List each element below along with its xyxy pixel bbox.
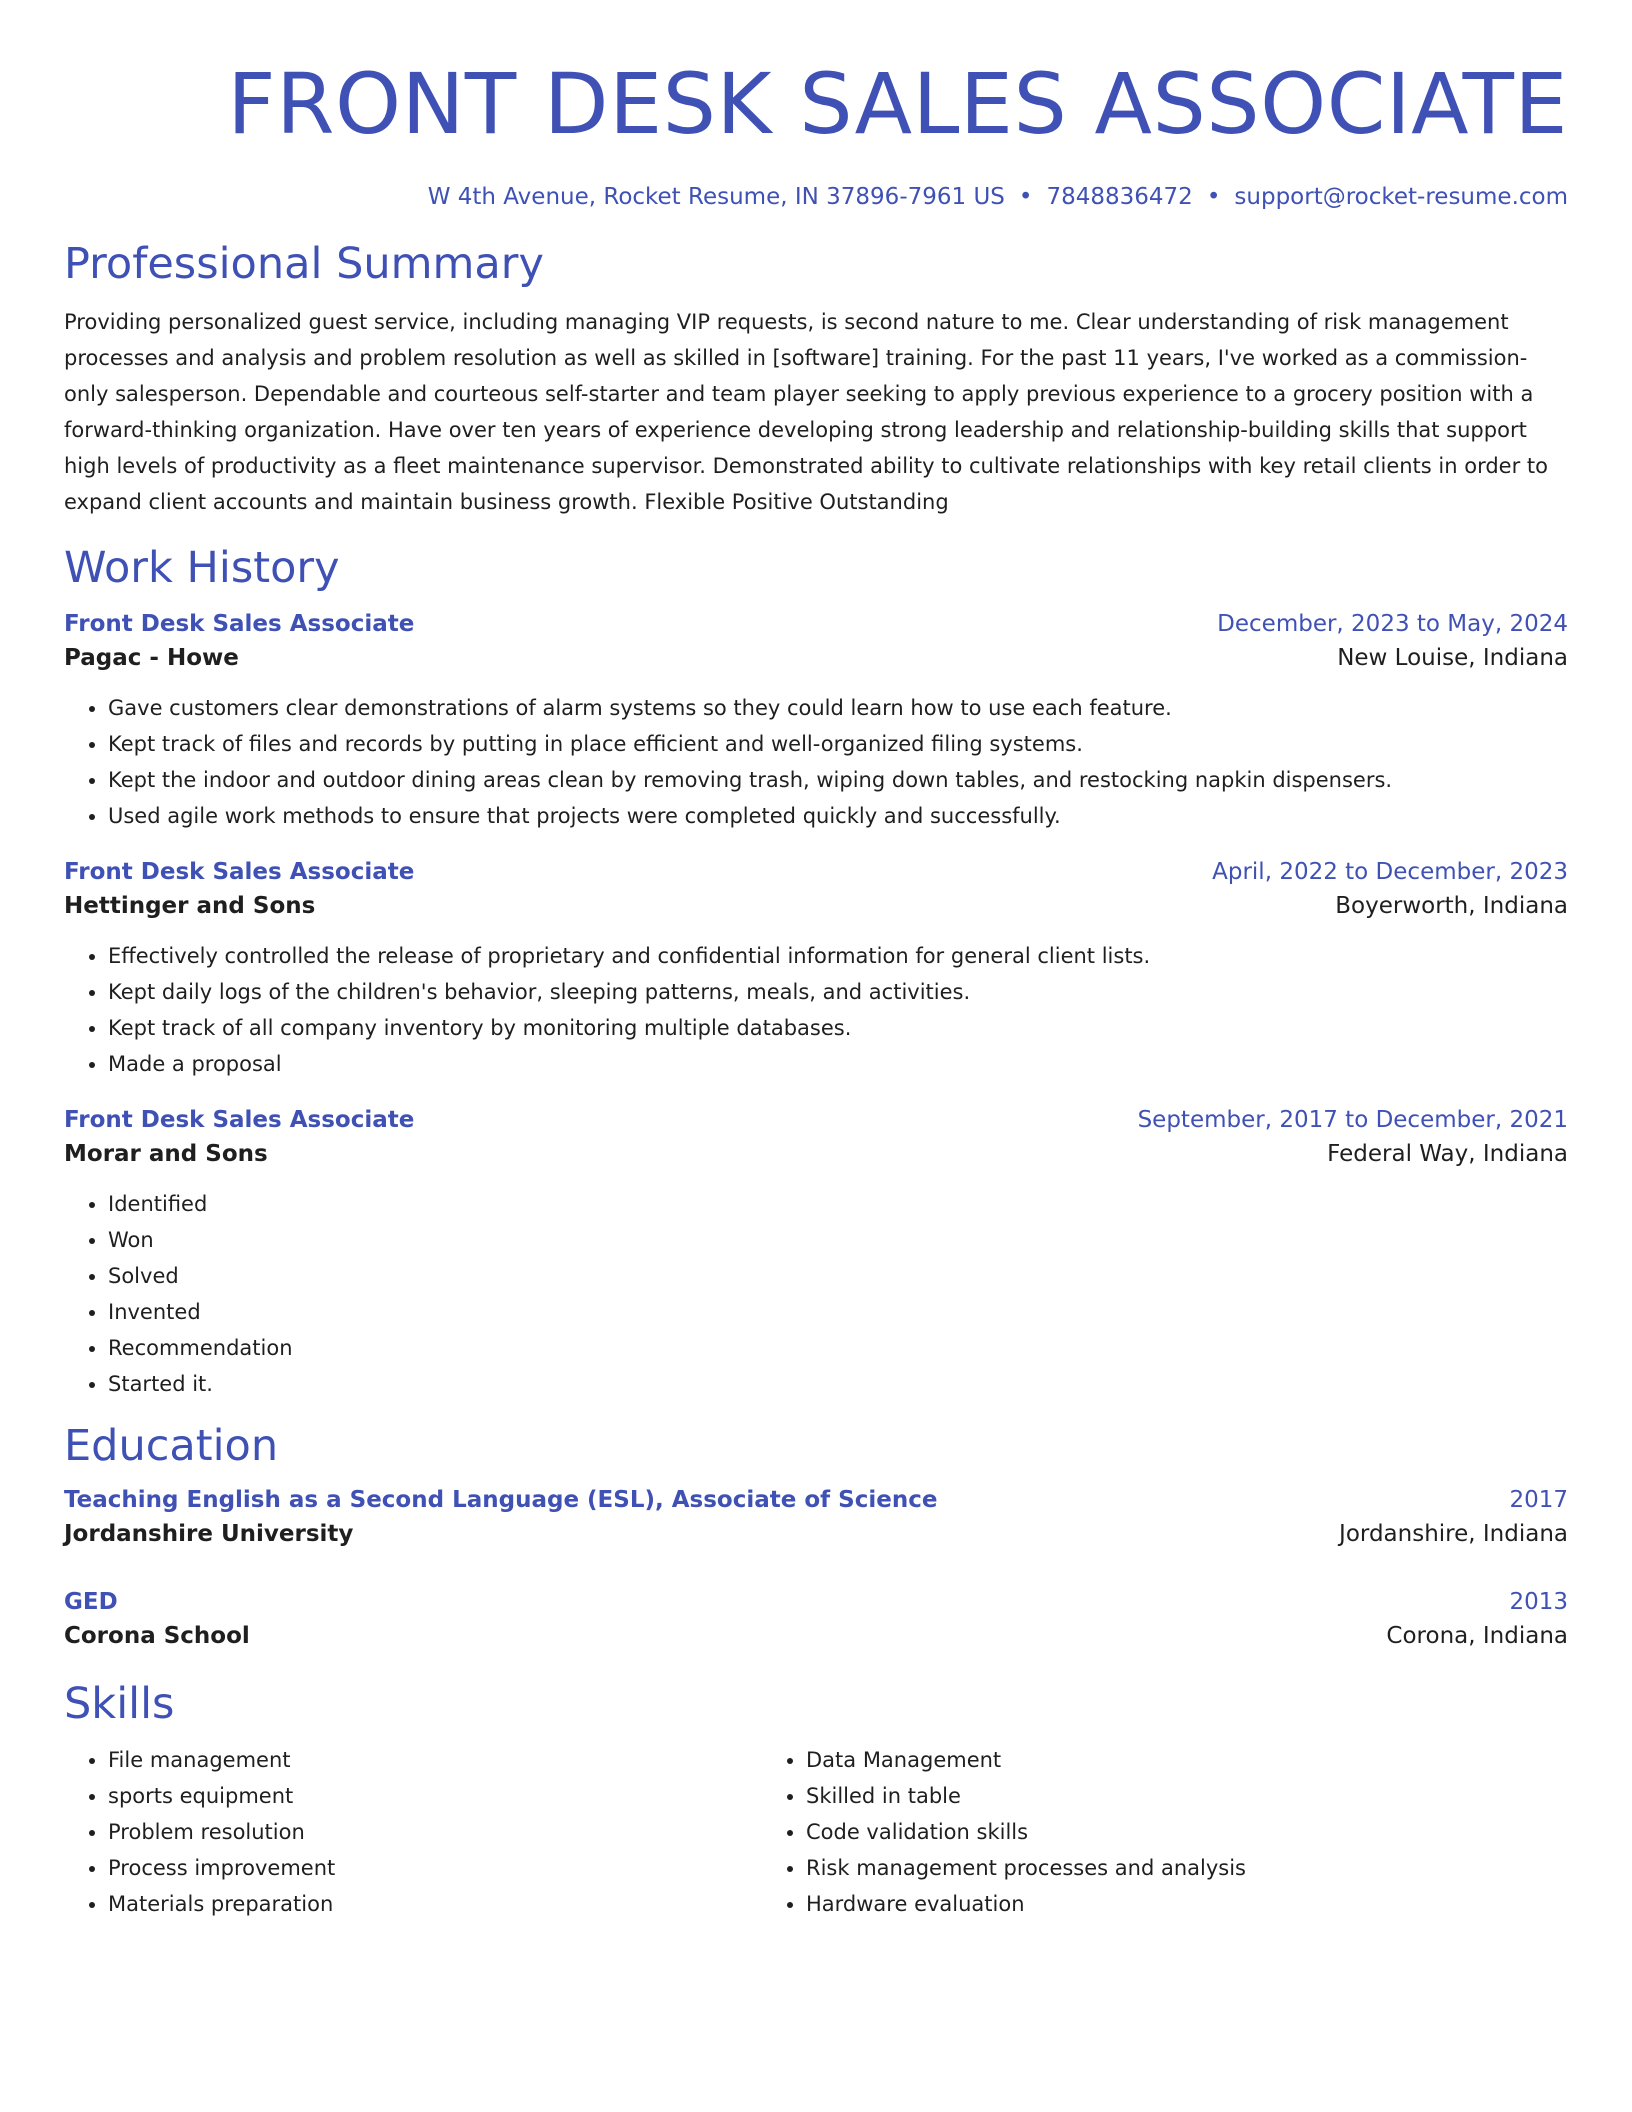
education-entry xyxy=(64,1586,1568,1654)
company-name: Pagac - Howe xyxy=(64,645,239,671)
resume-header xyxy=(64,55,1568,212)
skill-item: • Problem resolution xyxy=(108,1814,762,1850)
skill-item: • Process improvement xyxy=(108,1850,762,1886)
job-location: Federal Way, Indiana xyxy=(1327,1141,1568,1167)
email-link[interactable]: support@rocket-resume.com xyxy=(1234,184,1568,210)
skills-columns xyxy=(64,1742,1568,1922)
skill-item: • Risk management processes and analysis xyxy=(806,1850,1502,1886)
list-item: • Solved xyxy=(108,1258,1568,1294)
job-dates: April, 2022 to December, 2023 xyxy=(1212,859,1568,885)
section-title-education: Education xyxy=(64,1421,279,1471)
section-title-work-history: Work History xyxy=(64,543,340,593)
skill-item: • File management xyxy=(108,1742,762,1778)
job-duties-list xyxy=(64,938,1568,1082)
job-duties-list xyxy=(64,1186,1568,1402)
graduation-year: 2013 xyxy=(1509,1589,1568,1615)
education-section xyxy=(64,1420,1568,1654)
skill-item: • Code validation skills xyxy=(806,1814,1502,1850)
company-name: Hettinger and Sons xyxy=(64,893,316,919)
summary-text: Providing personalized guest service, including managing VIP requests, is second nature to me. Clear understanding of risk management processes and analysis and problem resolution as well as skilled in [software] training. For the past 11 years, I've worked as a commission-only salesperson. Dependable and courteous self-starter and team player seeking to apply previous experience to a grocery position with a forward-thinking organization. Have over ten years of experience developing strong leadership and relationship-building skills that support high levels of productivity as a fleet maintenance supervisor. Demonstrated ability to cultivate relationships with key retail clients in order to expand client accounts and maintain business growth. Flexible Positive Outstanding xyxy=(64,310,1548,514)
job-dates: December, 2023 to May, 2024 xyxy=(1217,611,1568,637)
address-text: W 4th Avenue, Rocket Resume, IN 37896-7961 US xyxy=(427,184,1005,210)
summary-section xyxy=(64,238,1568,520)
job-title: Front Desk Sales Associate xyxy=(64,859,415,885)
candidate-name: FRONT DESK SALES ASSOCIATE xyxy=(227,55,1568,153)
skill-item: • Hardware evaluation xyxy=(806,1886,1502,1922)
degree-title: GED xyxy=(64,1589,118,1615)
separator-dot: • xyxy=(1018,184,1033,210)
section-title-summary: Professional Summary xyxy=(64,239,544,289)
company-name: Morar and Sons xyxy=(64,1141,268,1167)
list-item: • Effectively controlled the release of proprietary and confidential information for general client lists. xyxy=(108,938,1568,974)
job-title: Front Desk Sales Associate xyxy=(64,1107,415,1133)
job-dates: September, 2017 to December, 2021 xyxy=(1137,1107,1568,1133)
skill-item: • Data Management xyxy=(806,1742,1502,1778)
degree-title: Teaching English as a Second Language (ESL), Associate of Science xyxy=(64,1487,938,1513)
job-entry xyxy=(64,608,1568,834)
job-duties-list xyxy=(64,690,1568,834)
job-entry xyxy=(64,856,1568,1082)
resume-page xyxy=(64,0,1568,1922)
list-item: • Kept track of files and records by putting in place efficient and well-organized filing systems. xyxy=(108,726,1568,762)
contact-line xyxy=(64,182,1568,212)
list-item: • Kept track of all company inventory by monitoring multiple databases. xyxy=(108,1010,1568,1046)
job-entry xyxy=(64,1104,1568,1402)
job-title: Front Desk Sales Associate xyxy=(64,611,415,637)
skill-item: • Materials preparation xyxy=(108,1886,762,1922)
skills-list-right xyxy=(762,1742,1502,1922)
skill-item: • sports equipment xyxy=(108,1778,762,1814)
education-entry xyxy=(64,1484,1568,1552)
skill-item: • Skilled in table xyxy=(806,1778,1502,1814)
list-item: • Kept daily logs of the children's behavior, sleeping patterns, meals, and activities. xyxy=(108,974,1568,1010)
list-item: • Made a proposal xyxy=(108,1046,1568,1082)
skills-section xyxy=(64,1678,1568,1922)
job-location: New Louise, Indiana xyxy=(1337,645,1568,671)
school-name: Jordanshire University xyxy=(64,1521,354,1547)
list-item: • Recommendation xyxy=(108,1330,1568,1366)
work-history-section xyxy=(64,542,1568,1402)
school-name: Corona School xyxy=(64,1623,250,1649)
school-location: Corona, Indiana xyxy=(1386,1623,1568,1649)
list-item: • Started it. xyxy=(108,1366,1568,1402)
section-title-skills: Skills xyxy=(64,1679,175,1729)
list-item: • Identified xyxy=(108,1186,1568,1222)
graduation-year: 2017 xyxy=(1509,1487,1568,1513)
list-item: • Gave customers clear demonstrations of alarm systems so they could learn how to use each feature. xyxy=(108,690,1568,726)
school-location: Jordanshire, Indiana xyxy=(1339,1521,1568,1547)
list-item: • Won xyxy=(108,1222,1568,1258)
list-item: • Kept the indoor and outdoor dining areas clean by removing trash, wiping down tables, and restocking napkin dispensers. xyxy=(108,762,1568,798)
phone-text: 7848836472 xyxy=(1046,184,1193,210)
job-location: Boyerworth, Indiana xyxy=(1335,893,1568,919)
separator-dot: • xyxy=(1206,184,1221,210)
skills-list-left xyxy=(64,1742,762,1922)
list-item: • Used agile work methods to ensure that projects were completed quickly and successfully. xyxy=(108,798,1568,834)
list-item: • Invented xyxy=(108,1294,1568,1330)
